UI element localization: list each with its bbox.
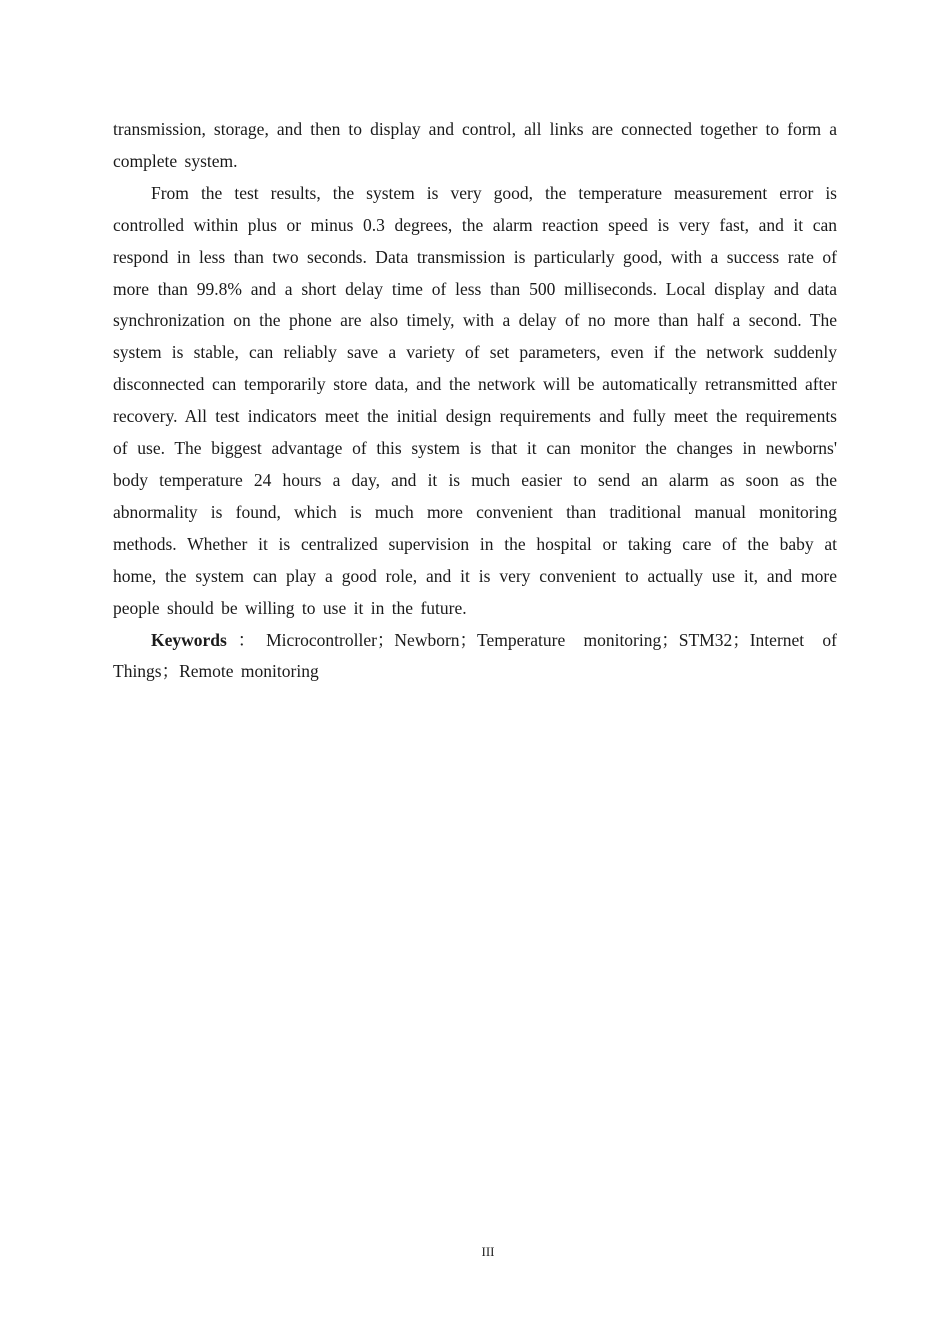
keywords-separator: ： — [226, 629, 267, 650]
keywords-list: Microcontroller；Newborn；Temperature monitoring；STM32；Internet of Things；Remote monitoring — [113, 629, 837, 682]
abstract-body — [113, 114, 837, 688]
keywords-label: Keywords — [151, 629, 227, 650]
keywords-paragraph — [113, 625, 837, 689]
results-paragraph: From the test results, the system is very good, the temperature measurement error is controlled within plus or minus 0.3 degrees, the alarm reaction speed is very fast, and it can respond in less than two seconds. Data transmission is particularly good, with a success rate of more than 99.8% and a short delay time of less than 500 milliseconds. Local display and data synchronization on the phone are also timely, with a delay of no more than half a second. The system is stable, can reliably save a variety of set parameters, even if the network suddenly disconnected can temporarily store data, and the network will be automatically retransmitted after recovery. All test indicators meet the initial design requirements and fully meet the requirements of use. The biggest advantage of this system is that it can monitor the changes in newborns' body temperature 24 hours a day, and it is much easier to send an alarm as soon as the abnormality is found, which is much more convenient than traditional manual monitoring methods. Whether it is centralized supervision in the hospital or taking care of the baby at home, the system can play a good role, and it is very convenient to actually use it, and more people should be willing to use it in the future. — [113, 182, 837, 618]
page-number: III — [481, 1244, 495, 1259]
continued-paragraph: transmission, storage, and then to display and control, all links are connected together to form a complete system. — [113, 119, 837, 171]
